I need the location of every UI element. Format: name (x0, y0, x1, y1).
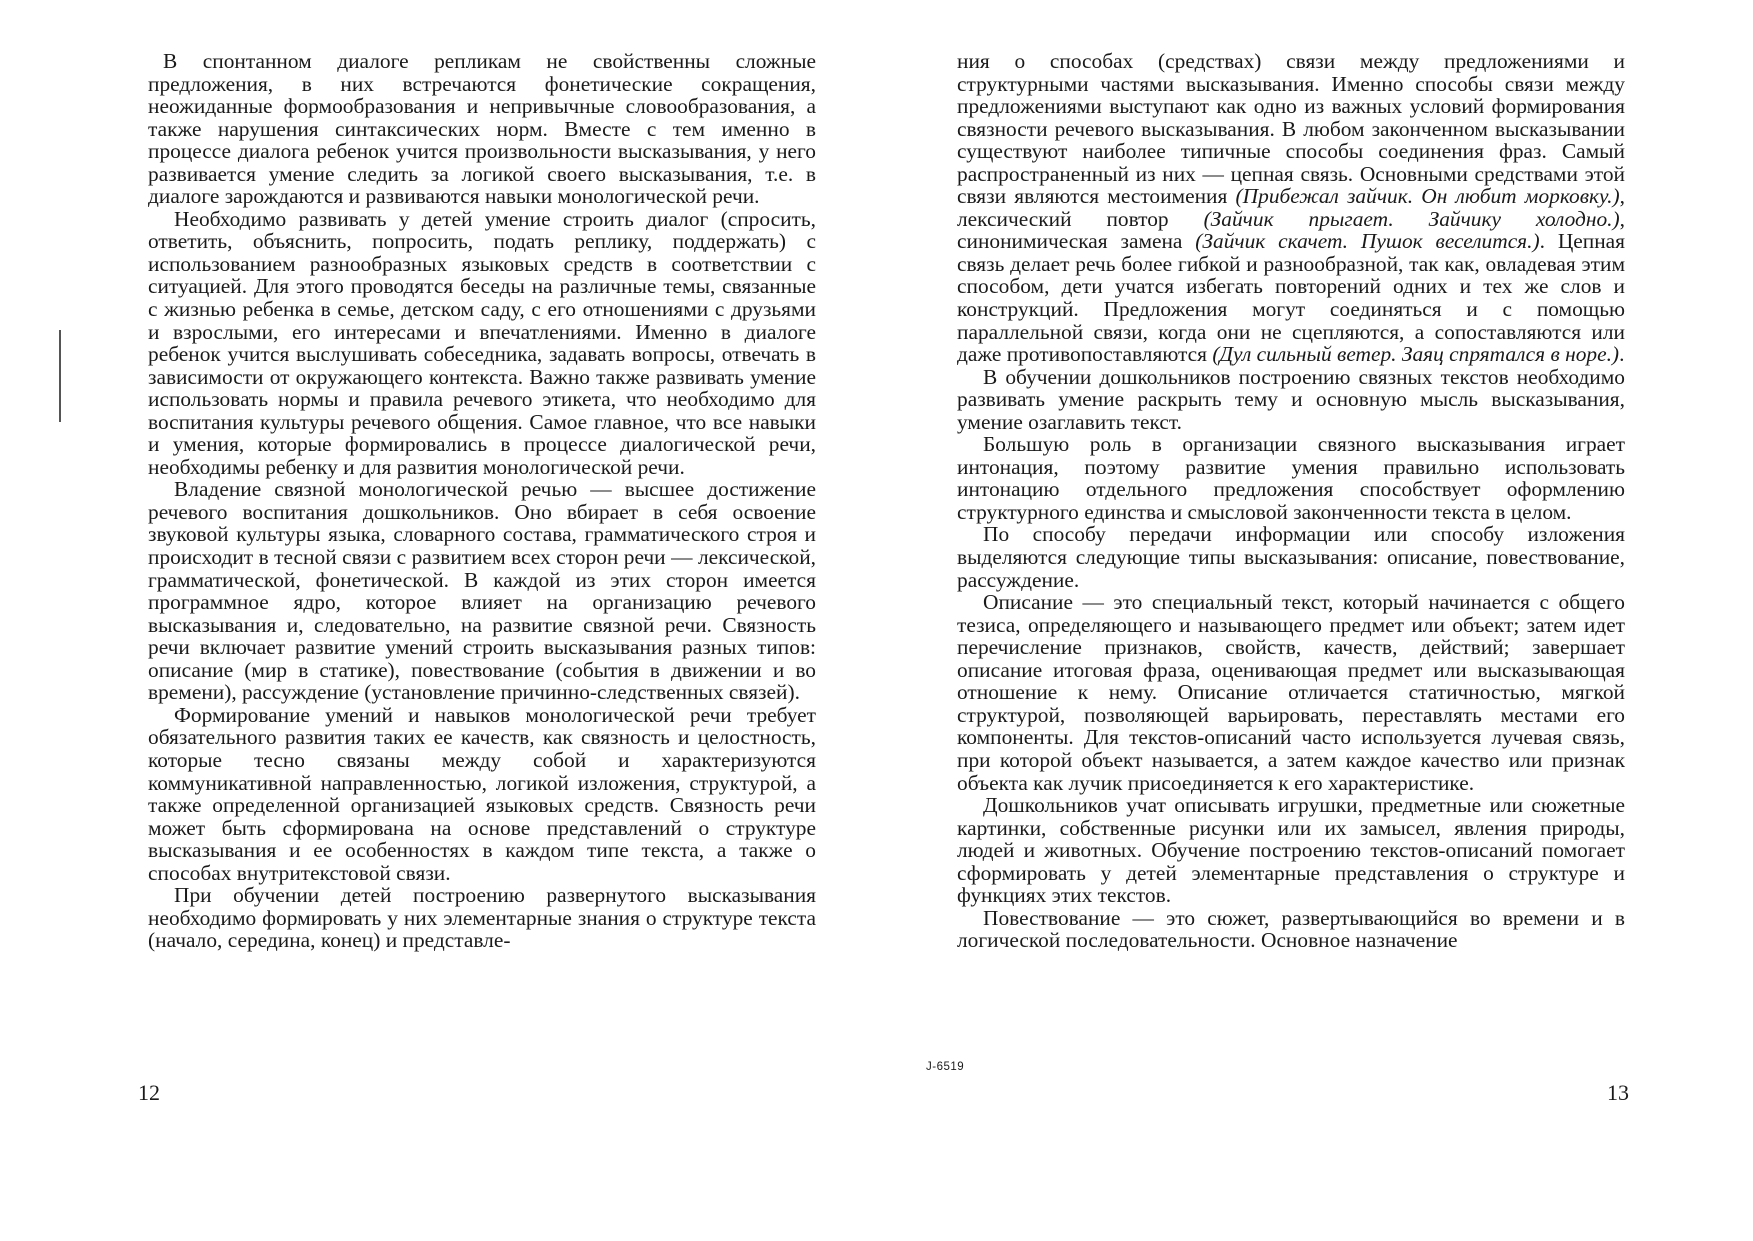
paragraph-text: Необходимо развивать у детей умение строить диалог (спросить, ответить, объяснить, попросить, подать реплику, поддержать) с использованием разнообразных языковых средств в соответствии с ситуацией. Для этого проводятся беседы на различные темы, связанные с жизнью ребенка в семье, детском саду, с его отношениями с друзьями и взрослыми, его интересами и впечатлениями. Именно в диалоге ребенок учится выслушивать собеседника, задавать вопросы, отвечать в зависимости от окружающего контекста. Важно также развивать умение использовать нормы и правила речевого этикета, что необходимо для воспитания культуры речевого общения. Самое главное, что все навыки и умения, которые формировались в процессе диалогической речи, необходимы ребенку и для развития монологической речи. (148, 206, 816, 479)
paragraph-text: Владение связной монологической речью — высшее достижение речевого воспитания дошкольников. Оно вбирает в себя освоение звуковой культуры языка, словарного состава, грамматического строя и происходит в тесной связи с развитием всех сторон речи — лексической, грамматической, фонетической. В каждой из этих сторон имеется программное ядро, которое влияет на организацию речевого высказывания и, следовательно, на развитие связной речи. Связность речи включает развитие умений строить высказывания разных типов: описание (мир в статике), повествование (события в движении и во времени), рассуждение (установление причинно-следственных связей). (148, 477, 816, 705)
paragraph-text: Дошкольников учат описывать игрушки, предметные или сюжетные картинки, собственные рисунки или их замысел, явления природы, людей и животных. Обучение построению текстов-описаний помогает сформировать у детей элементарные представления о структуре и функциях этих текстов. (957, 793, 1625, 908)
paragraph-text: При обучении детей построению развернутого высказывания необходимо формировать у них элементарные знания о структуре текста (начало, середина, конец) и представле- (148, 883, 816, 953)
paragraph-text: В обучении дошкольников построению связных текстов необходимо развивать умение раскрыть тему и основную мысль высказывания, умение озаглавить текст. (957, 364, 1625, 434)
left-page (148, 50, 816, 1170)
paragraph (148, 478, 816, 703)
paragraph-text: , лексический повтор (957, 184, 1626, 231)
paragraph-text: Формирование умений и навыков монологической речи требует обязательного развития таких ее качеств, как связность и целостность, которые тесно связаны между собой и характеризуются коммуникативной направленностью, логикой изложения, структурой, а также определенной организацией языковых средств. Связность речи может быть сформирована на основе представлений о структуре высказывания и ее особенностях в каждом типе текста, а также о способах внутритекстовой связи. (148, 702, 816, 885)
paragraph-text: По способу передачи информации или способу изложения выделяются следующие типы высказывания: описание, повествование, рассуждение. (957, 522, 1625, 592)
paragraph-text: . (1619, 342, 1625, 367)
paragraph (957, 523, 1625, 591)
example-italic: (Зайчик скачет. Пушок веселится.) (1195, 229, 1540, 254)
paragraph (957, 366, 1625, 434)
example-italic: (Прибежал зайчик. Он любит морковку.) (1235, 184, 1620, 209)
paragraph-text: В спонтанном диалоге репликам не свойственны сложные предложения, в них встречаются фонетические сокращения, неожиданные формообразования и непривычные словообразования, а также нарушения синтаксических норм. Вместе с тем именно в процессе диалога ребенок учится произвольности высказывания, у него развивается умение следить за логикой своего высказывания, т.е. в диалоге зарождаются и развиваются навыки монологической речи. (148, 49, 816, 209)
paragraph (957, 907, 1625, 952)
left-page-text (148, 50, 816, 952)
paragraph (148, 208, 816, 479)
paragraph-text: Описание — это специальный текст, который начинается с общего тезиса, определяющего и называющего предмет или объект; затем идет перечисление признаков, свойств, качеств, действий; завершает описание итоговая фраза, оценивающая предмет или высказывающая отношение к нему. Описание отличается статичностью, мягкой структурой, позволяющей варьировать, переставлять местами его компоненты. Для текстов-описаний часто используется лучевая связь, при которой объект называется, а затем каждое качество или признак объекта как лучик присоединяется к его характеристике. (957, 590, 1625, 795)
example-italic: (Дул сильный ветер. Заяц спрятался в норе.) (1212, 342, 1620, 367)
right-page (957, 50, 1625, 1170)
margin-mark (59, 330, 61, 422)
printer-signature: J-6519 (926, 1061, 965, 1073)
paragraph-text: . Цепная связь делает речь более гибкой и разнообразной, так как, овладевая этим способом, дети учатся избегать повторений одних и тех же слов и конструкций. Предложения могут соединяться и с помощью параллельной связи, когда они не сцепляются, а сопоставляются или даже противопоставляются (957, 229, 1625, 367)
paragraph-text: , синонимическая замена (957, 206, 1625, 254)
paragraph-text: Повествование — это сюжет, развертывающийся во времени и в логической последовательности. Основное назначение (957, 905, 1625, 953)
paragraph (148, 50, 816, 208)
right-page-text (957, 50, 1625, 952)
paragraph (148, 704, 816, 884)
paragraph (957, 794, 1625, 907)
paragraph (957, 591, 1625, 794)
paragraph (957, 433, 1625, 523)
right-page-number: 13 (1607, 1080, 1629, 1105)
paragraph-text: ния о способах (средствах) связи между предложениями и структурными частями высказывания. Именно способы связи между предложениями выступают как одно из важных условий формирования связности речевого высказывания. В любом законченном высказывании существуют наиболее типичные способы соединения фраз. Самый распространенный из них — цепная связь. Основными средствами этой связи являются местоимения (957, 49, 1625, 209)
example-italic: (Зайчик прыгает. Зайчику холодно.) (1203, 206, 1620, 231)
paragraph (148, 884, 816, 952)
paragraph-text: Большую роль в организации связного высказывания играет интонация, поэтому развитие умения правильно использовать интонацию отдельного предложения способствует оформлению структурного единства и смысловой законченности текста в целом. (957, 432, 1625, 524)
paragraph (957, 50, 1625, 366)
left-page-number: 12 (138, 1080, 160, 1105)
